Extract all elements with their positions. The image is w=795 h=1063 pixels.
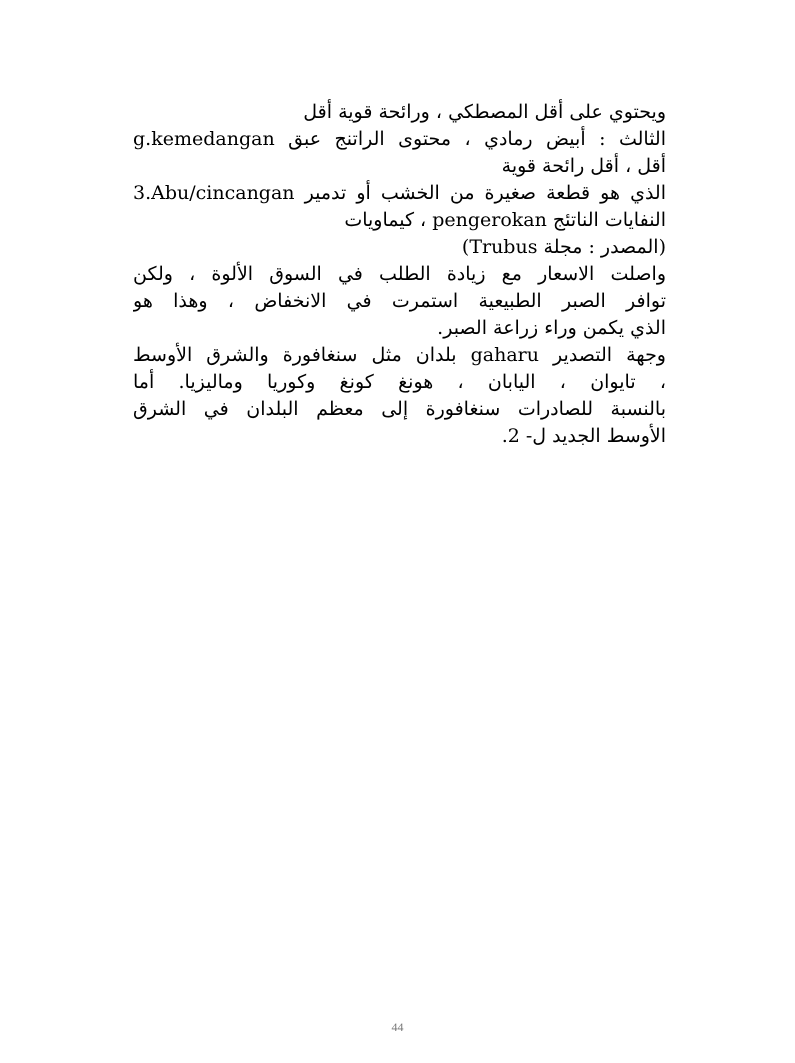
source-citation: (المصدر : مجلة Trubus) — [461, 236, 666, 258]
text-line: الذي يكمن وراء زراعة الصبر. — [437, 317, 666, 339]
text-line: ويحتوي على أقل المصطكي ، ورائحة قوية أقل — [303, 101, 666, 123]
document-body — [133, 99, 666, 450]
text-line: أقل ، أقل رائحة قوية — [501, 155, 666, 177]
text-line: 3.Abu/cincangan الذي هو قطعة صغيرة من الخشب أو تدمير — [133, 182, 666, 204]
text-line: g.kemedangan الثالث : أبيض رمادي ، محتوى الراتنج عبق — [133, 128, 666, 150]
page-number: 44 — [391, 1020, 404, 1034]
text-line: الأوسط الجديد ل- 2. — [501, 425, 666, 447]
text-line: بالنسبة للصادرات سنغافورة إلى معظم البلدان في الشرق — [133, 398, 666, 420]
text-line: واصلت الاسعار مع زيادة الطلب في السوق الألوة ، ولكن — [133, 263, 666, 285]
text-line: توافر الصبر الطبيعية استمرت في الانخفاض ، وهذا هو — [133, 290, 666, 312]
text-line: النفايات الناتئج pengerokan ، كيماويات — [344, 209, 666, 231]
text-line: ، تايوان ، اليابان ، هونغ كونغ وكوريا وماليزيا. أما — [133, 371, 666, 393]
text-line: وجهة التصدير gaharu بلدان مثل سنغافورة والشرق الأوسط — [133, 344, 666, 366]
